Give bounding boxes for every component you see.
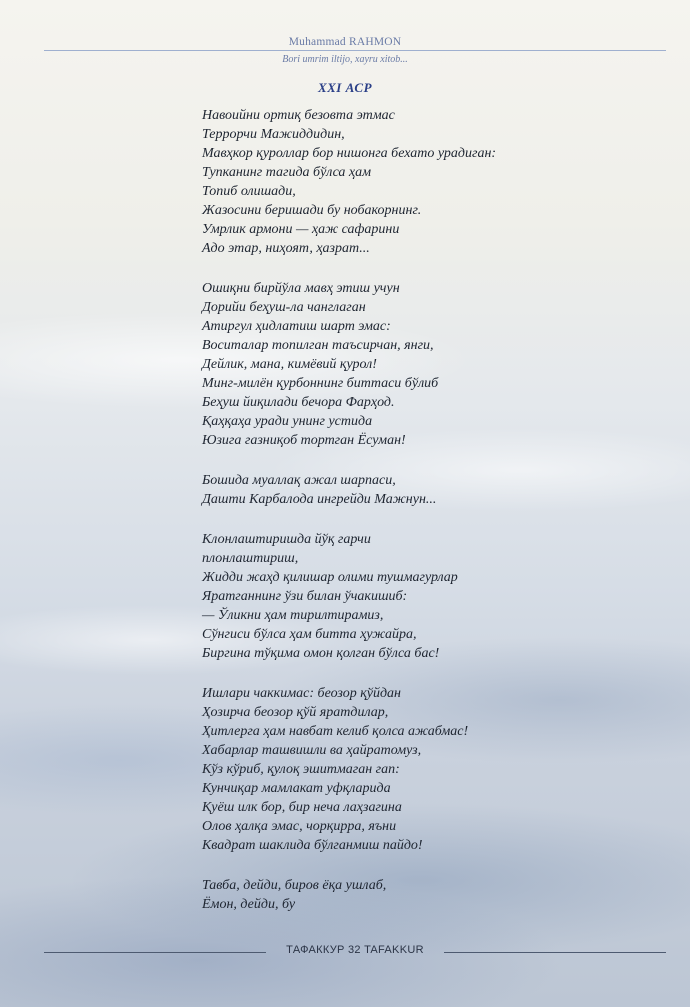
footer-page-label: ТАФАККУР 32 TAFAKKUR bbox=[286, 944, 424, 956]
poem-stanza bbox=[202, 530, 642, 663]
poem-stanza bbox=[202, 106, 642, 258]
poem-line: Кунчиқар мамлакат уфқларида bbox=[202, 781, 391, 796]
poem-line: плонлаштириш, bbox=[202, 551, 299, 566]
poem-line: Воситалар топилган таъсирчан, янги, bbox=[202, 338, 434, 353]
poem-line: Адо этар, ниҳоят, ҳазрат... bbox=[202, 241, 370, 256]
poem-stanza bbox=[202, 684, 642, 855]
poem-line: Ҳитлерга ҳам навбат келиб қолса ажабмас! bbox=[202, 724, 469, 739]
poem-line: Дашти Карбалода ингрейди Мажнун... bbox=[202, 492, 437, 507]
header-subtitle: Bori umrim iltijo, xayru xitob... bbox=[282, 54, 408, 65]
poem-line: Ишлари чаккимас: беозор қўйдан bbox=[202, 686, 401, 701]
poem-body bbox=[202, 106, 642, 935]
poem-line: Қуёш илк бор, бир неча лаҳзагина bbox=[202, 800, 402, 815]
poem-line: Топиб олишади, bbox=[202, 184, 296, 199]
poem-line: Квадрат шаклида бўлганмиш пайдо! bbox=[202, 838, 423, 853]
poem-line: Мавҳкор қуроллар бор нишонга бехато урадиган: bbox=[202, 146, 497, 161]
page-footer bbox=[44, 944, 666, 960]
poem-line: Кўз кўриб, қулоқ эшитмаган гап: bbox=[202, 762, 400, 777]
poem-line: Қаҳқаҳа уради унинг устида bbox=[202, 414, 373, 429]
poem-line: Тавба, дейди, биров ёқа ушлаб, bbox=[202, 878, 387, 893]
poem-line: Дорийи беҳуш-ла чанглаган bbox=[202, 300, 366, 315]
poem-line: Бошида муаллақ ажал шарпаси, bbox=[202, 473, 396, 488]
poem-line: Жидди жаҳд қилишар олими тушмагурлар bbox=[202, 570, 458, 585]
poem-line: Минг-милён қурбоннинг биттаси бўлиб bbox=[202, 376, 439, 391]
poem-line: Биргина тўқима омон қолган бўлса бас! bbox=[202, 646, 440, 661]
poem-line: Олов ҳалқа эмас, чорқирра, яъни bbox=[202, 819, 397, 834]
poem-line: Тупканинг тагида бўлса ҳам bbox=[202, 165, 372, 180]
poem-line: Юзига газниқоб тортган Ёсуман! bbox=[202, 433, 406, 448]
poem-line: Яратганнинг ўзи билан ўчакишиб: bbox=[202, 589, 408, 604]
poem-line: Хабарлар ташвишли ва ҳайратомуз, bbox=[202, 743, 422, 758]
running-header bbox=[0, 36, 690, 48]
poem-line: Ҳозирча беозор қўй яратдилар, bbox=[202, 705, 389, 720]
poem-line: Дейлик, мана, кимёвий қурол! bbox=[202, 357, 377, 372]
poem-stanza bbox=[202, 279, 642, 450]
poem-title: XXI АСР bbox=[317, 80, 373, 95]
poem-stanza bbox=[202, 471, 642, 509]
footer-divider-left bbox=[44, 952, 266, 953]
poem-line: Ёмон, дейди, бу bbox=[202, 897, 296, 912]
poem-line: Ошиқни бирйўла мавҳ этиш учун bbox=[202, 281, 400, 296]
poem-line: Клонлаштиришда йўқ гарчи bbox=[202, 532, 371, 547]
poem-line: Атиргул ҳидлатиш шарт эмас: bbox=[202, 319, 391, 334]
poem-line: Сўнгиси бўлса ҳам битта ҳужайра, bbox=[202, 627, 417, 642]
footer-divider-right bbox=[444, 952, 666, 953]
poem-line: Беҳуш йиқилади бечора Фарҳод. bbox=[202, 395, 395, 410]
header-divider bbox=[44, 50, 666, 51]
header-author: Muhammad RAHMON bbox=[288, 36, 402, 48]
poem-line: Жазосини беришади бу нобакорнинг. bbox=[202, 203, 422, 218]
poem-line: Навоийни ортиқ безовта этмас bbox=[202, 108, 395, 123]
poem-stanza bbox=[202, 876, 642, 914]
poem-line: Террорчи Мажиддидин, bbox=[202, 127, 345, 142]
poem-line: — Ўликни ҳам тирилтирамиз, bbox=[202, 608, 384, 623]
poem-line: Умрлик армони — ҳаж сафарини bbox=[202, 222, 400, 237]
